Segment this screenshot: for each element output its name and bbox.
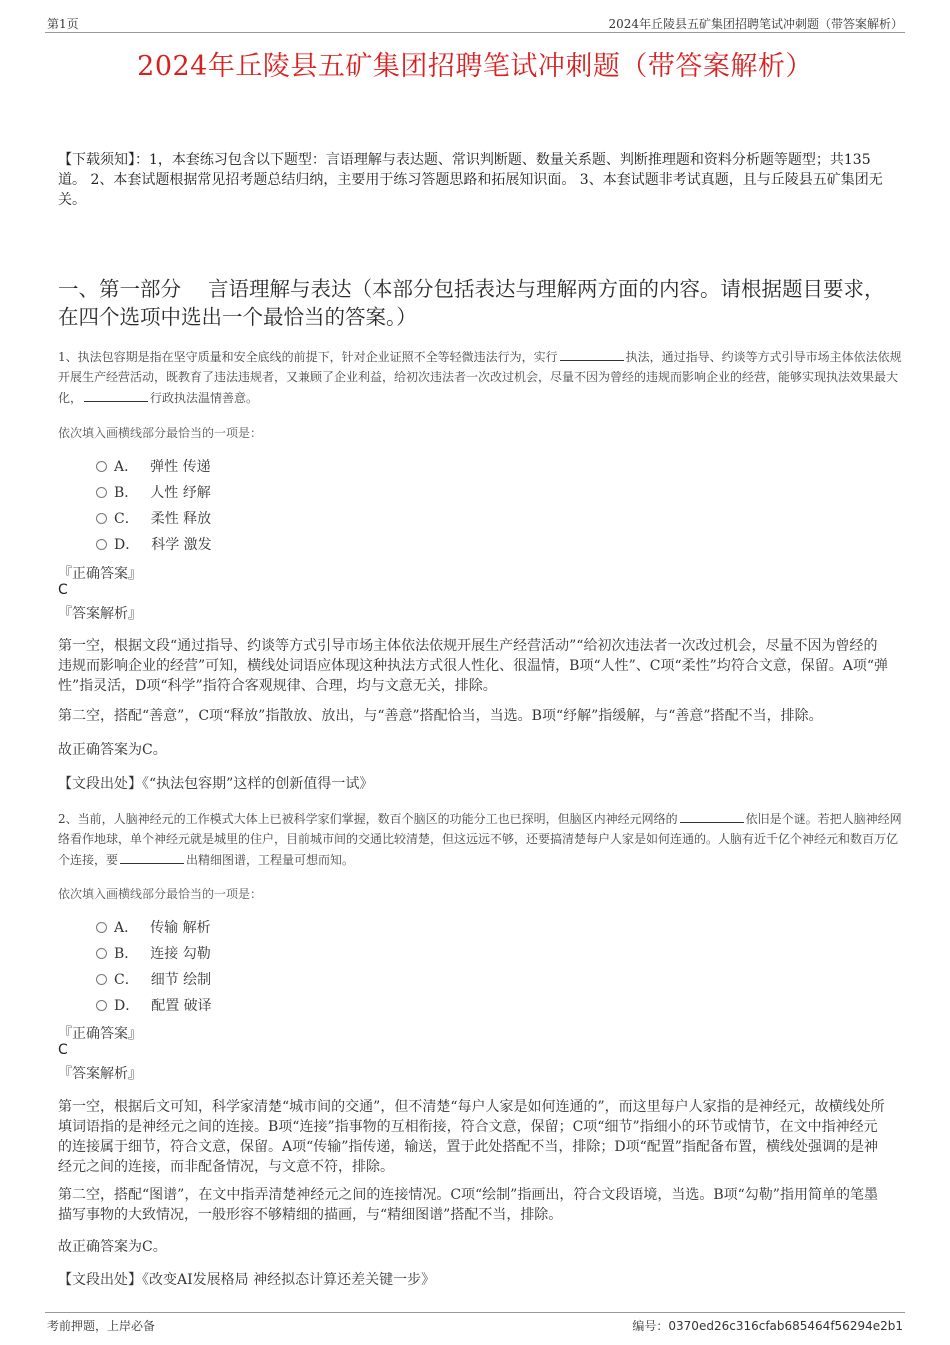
footer-slogan: 考前押题，上岸必备 (47, 1319, 156, 1333)
option-b[interactable]: B． 连接 勾勒 (96, 943, 296, 963)
section-title: 一、第一部分 言语理解与表达（本部分包括表达与理解两方面的内容。请根据题目要求，在四个选项中选出一个最恰当的答案。） (58, 277, 885, 329)
analysis-conclusion: 故正确答案为C。 (58, 742, 167, 758)
page-number: 第1页 (47, 17, 79, 31)
question-text-part: 执法，通过指导、约谈等方式引导市场主体依法依规开展生产经营活动，既教育了违法违规者，又兼顾了企业利益，给初次违法者一次改过机会，尽量不因为曾经的违规而影响企业的经营，能够实现执法效果最大化， (58, 350, 902, 405)
correct-answer: C (58, 1042, 68, 1058)
question-text-part: 1、执法包容期是指在坚守质量和安全底线的前提下，针对企业证照不全等轻微违法行为，实行 (58, 350, 558, 364)
analysis-conclusion: 故正确答案为C。 (58, 1239, 167, 1255)
question-text-part: 出精细图谱，工程量可想而知。 (186, 853, 355, 867)
page-header (45, 12, 905, 33)
radio-icon[interactable] (96, 487, 107, 498)
answer-blank (120, 849, 184, 864)
question-2-text (58, 808, 903, 870)
page-footer (45, 1312, 905, 1335)
option-a[interactable]: A． 弹性 传递 (96, 456, 296, 476)
correct-answer-label: 『正确答案』 (58, 1026, 142, 1042)
question-text-part: 依旧是个谜。若把人脑神经网络看作地球，单个神经元就是城里的住户，目前城市间的交通比较清楚，但这远远不够，还要搞清楚每户人家是如何连通的。人脑有近千亿个神经元和数百万亿个连接，要 (58, 812, 902, 867)
passage-source: 【文段出处】《“执法包容期”这样的创新值得一试》 (58, 776, 374, 792)
answer-blank (84, 387, 148, 402)
option-d[interactable]: D． 科学 激发 (96, 534, 296, 554)
option-c[interactable]: C． 柔性 释放 (96, 508, 296, 528)
radio-icon[interactable] (96, 974, 107, 985)
correct-answer-label: 『正确答案』 (58, 566, 142, 582)
correct-answer: C (58, 582, 68, 598)
header-doc-title: 2024年丘陵县五矿集团招聘笔试冲刺题（带答案解析） (608, 17, 903, 31)
answer-blank (560, 346, 624, 361)
document-title: 2024年丘陵县五矿集团招聘笔试冲刺题（带答案解析） (137, 51, 813, 82)
question-1-text (58, 346, 903, 408)
radio-icon[interactable] (96, 922, 107, 933)
download-notice: 【下载须知】：1，本套练习包含以下题型：言语理解与表达题、常识判断题、数量关系题、判断推理题和资料分析题等题型；共135道。 2、本套试题根据常见招考题总结归纳，主要用于练习答题思路和拓展知识面。 3、本套试题非考试真题，且与丘陵县五矿集团无关。 (58, 152, 883, 208)
footer-code-value: 0370ed26c316cfab685464f56294e2b1 (668, 1319, 903, 1333)
analysis-paragraph: 第二空，搭配“图谱”，在文中指弄清楚神经元之间的连接情况。C项“绘制”指画出，符合文段语境，当选。B项“勾勒”指用简单的笔墨描写事物的大致情况，一般形容不够精细的描画，与“精细图谱”搭配不当，排除。 (58, 1187, 878, 1223)
analysis-paragraph: 第一空，根据后文可知，科学家清楚“城市间的交通”，但不清楚“每户人家是如何连通的”，而这里每户人家指的是神经元，故横线处所填词语指的是神经元之间的连接。B项“连接”指事物的互相衔接，符合文意，保留；C项“细节”指细小的环节或情节，在文中指神经元的连接属于细节，符合文意，保留。A项“传输”指传递，输送，置于此处搭配不当，排除；D项“配置”指配备布置，横线处强调的是神经元之间的连接，而非配备情况，与文意不符，排除。 (58, 1099, 885, 1175)
option-a[interactable]: A． 传输 解析 (96, 917, 296, 937)
radio-icon[interactable] (96, 1000, 107, 1011)
question-text-part: 行政执法温情善意。 (150, 391, 259, 405)
radio-icon[interactable] (96, 948, 107, 959)
answer-blank (680, 808, 744, 823)
question-text-part: 2、当前，人脑神经元的工作模式大体上已被科学家们掌握，数百个脑区的功能分工也已探明，但脑区内神经元网络的 (58, 812, 678, 826)
option-d[interactable]: D． 配置 破译 (96, 995, 296, 1015)
question-1-prompt: 依次填入画横线部分最恰当的一项是： (58, 426, 263, 440)
question-2-prompt: 依次填入画横线部分最恰当的一项是： (58, 887, 263, 901)
option-b[interactable]: B． 人性 纾解 (96, 482, 296, 502)
footer-code-label: 编号： (632, 1319, 669, 1333)
analysis-paragraph: 第二空，搭配“善意”，C项“释放”指散放、放出，与“善意”搭配恰当，当选。B项“纾解”指缓解，与“善意”搭配不当，排除。 (58, 708, 823, 724)
analysis-label: 『答案解析』 (58, 1066, 142, 1082)
radio-icon[interactable] (96, 539, 107, 550)
analysis-paragraph: 第一空，根据文段“通过指导、约谈等方式引导市场主体依法依规开展生产经营活动”“给初次违法者一次改过机会，尽量不因为曾经的违规而影响企业的经营”可知，横线处词语应体现这种执法方式很人性化、很温情，B项“人性”、C项“柔性”均符合文意，保留。A项“弹性”指灵活，D项“科学”指符合客观规律、合理，均与文意无关，排除。 (58, 638, 889, 694)
analysis-label: 『答案解析』 (58, 606, 142, 622)
option-c[interactable]: C． 细节 绘制 (96, 969, 296, 989)
radio-icon[interactable] (96, 513, 107, 524)
radio-icon[interactable] (96, 461, 107, 472)
footer-code (632, 1317, 903, 1334)
passage-source: 【文段出处】《改变AI发展格局 神经拟态计算还差关键一步》 (58, 1272, 436, 1288)
